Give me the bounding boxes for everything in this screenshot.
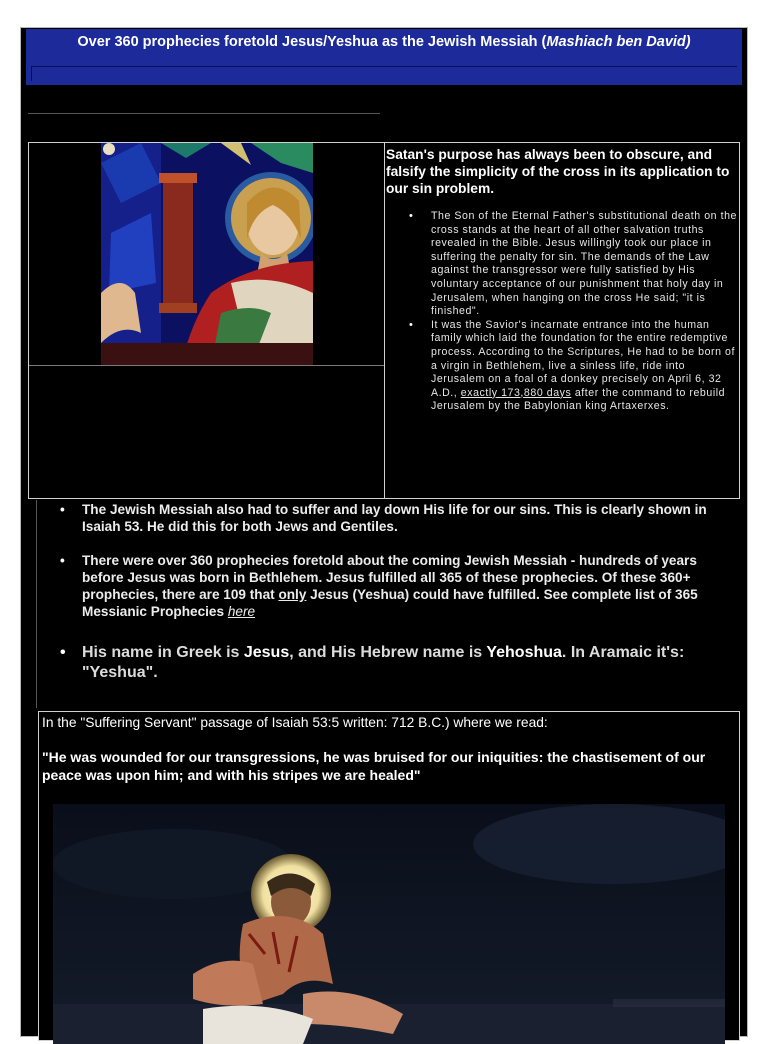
painting-illustration: [53, 804, 725, 1044]
list-item: • His name in Greek is Jesus, and His Hebrew name is Yehoshua. In Aramaic it's: "Yeshua".: [82, 643, 738, 683]
title-banner: [26, 29, 742, 86]
main-bullet-list: [38, 501, 738, 683]
column-divider: [384, 143, 385, 498]
banner-divider-tick: [31, 67, 32, 81]
cell-divider: [29, 365, 384, 366]
stained-glass-image: [101, 143, 313, 365]
scripture-quote-box: [38, 711, 740, 1041]
feature-table: [28, 142, 740, 499]
feature-text: [386, 146, 738, 414]
list-item: • The Son of the Eternal Father's substitutional death on the cross stands at the heart of all other salvation truths revealed in the Bible. Jesus willingly took our place in suffering the penalty for sin. The demands of the Law against the transgressor were fully satisfied by His voluntary acceptance of our punishment that holy day in Jerusalem, when hanging on the cross He said; "it is finished".: [431, 210, 738, 319]
stained-glass-illustration: [101, 143, 313, 365]
section-rule: [36, 500, 37, 708]
banner-divider: [31, 66, 737, 67]
feature-heading: Satan's purpose has always been to obscure, and falsify the simplicity of the cross in its application to our sin problem.: [386, 147, 730, 196]
scourged-christ-image: [53, 804, 725, 1044]
quote-intro: In the "Suffering Servant" passage of Isaiah 53:5 written: 712 B.C.) where we read:: [42, 715, 548, 730]
feature-bullet-list: [386, 210, 738, 414]
page-title: Over 360 prophecies foretold Jesus/Yeshua as the Jewish Messiah (Mashiach ben David): [77, 34, 691, 50]
list-item: • There were over 360 prophecies foretold about the coming Jewish Messiah - hundreds of years before Jesus was born in Bethlehem. Jesus fulfilled all 365 of these prophecies. Of these 360+ prophecies, there are 109 that only Jesus (Yeshua) could have fulfilled. See complete list of 365 Messianic Prophecies here: [82, 552, 738, 620]
list-item: • The Jewish Messiah also had to suffer and lay down His life for our sins. This is clearly shown in Isaiah 53. He did this for both Jews and Gentiles.: [82, 501, 738, 535]
horizontal-rule: [28, 113, 380, 114]
list-item: • It was the Savior's incarnate entrance into the human family which laid the foundation for the entire redemptive process. According to the Scriptures, He had to be born of a virgin in Bethlehem, live a sinless life, ride into Jerusalem on a foal of a donkey precisely on April 6, 32 A.D., exactly 173,880 days after the command to rebuild Jerusalem by the Babylonian king Artaxerxes.: [431, 319, 738, 414]
main-bullets: [38, 500, 738, 708]
scripture-quote: "He was wounded for our transgressions, he was bruised for our iniquities: the chastisement of our peace was upon him; and with his stripes we are healed": [42, 749, 706, 783]
here-link[interactable]: here: [227, 604, 256, 619]
